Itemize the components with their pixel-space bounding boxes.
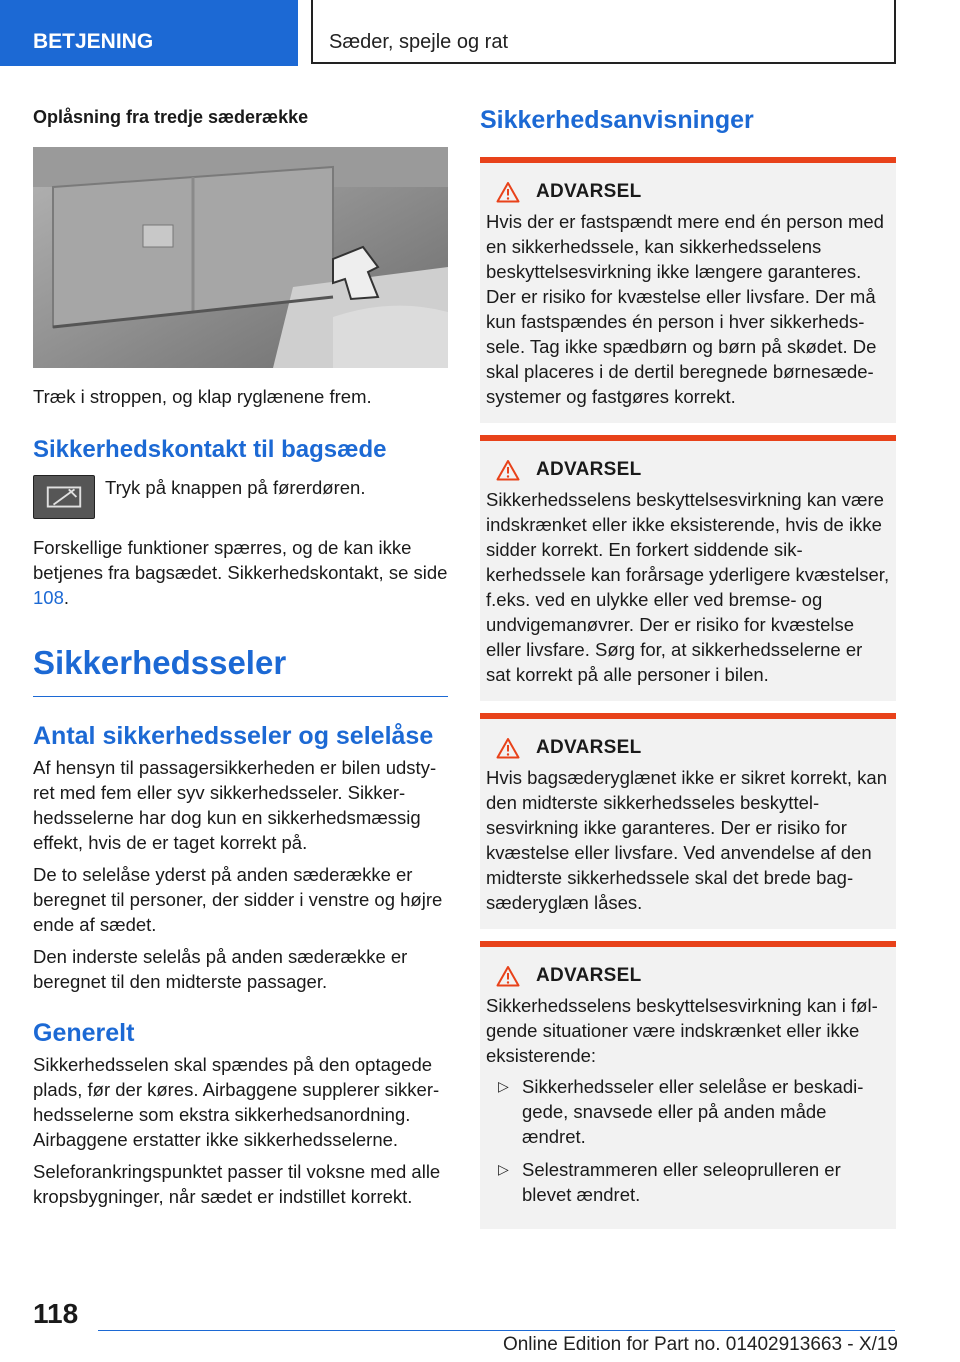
page-footer (0, 1290, 960, 1362)
warning-label: ADVARSEL (536, 737, 642, 758)
warning-triangle-icon (496, 181, 520, 203)
warning-box (480, 941, 896, 1229)
page-header (0, 0, 960, 66)
warning-text: Sikkerhedsselens beskyttelsesvirkning kan være indskrænket eller ikke eksisterende, hvis de ikke sidder korrekt. En forkert siddende sikkerhedssele kan forårsage yderligere kvæstelser, f.eks. ved en ulykke eller ved bremse- og undvigemanøvrer. Der er risiko for kvæstelse eller livsfare. Sørg for, at sikkerhedsselerne er sat korrekt på alle personer i bilen. (486, 489, 890, 685)
edition-note: Online Edition for Part no. 01402913663 - X/19 (502, 1334, 898, 1355)
warning-title (486, 961, 890, 991)
seat-photo (33, 147, 448, 368)
driver-door-button-row (33, 475, 448, 523)
photo-caption: Træk i stroppen, og klap ryglænene frem. (33, 386, 372, 407)
page-number: 118 (33, 1298, 79, 1329)
warning-text: Hvis der er fastspændt mere end én person med en sikkerhedssele, kan sikkerhedsselens beskyttelsesvirkning ikke længere garanteres. Der er risiko for kvæstelse eller livsfare. Der må kun fastspændes én person i hver sikkerhedssele. Tag ikke spædbørn og børn på skødet. De skal placeres i de dertil beregnede børnesædesystemer og fastgøres korrekt. (486, 211, 884, 407)
child-lock-heading: Sikkerhedskontakt til bagsæde (33, 436, 387, 463)
list-item: ▷ Selestrammeren eller seleoprulleren er blevet ændret. (498, 1159, 841, 1205)
seat-belts-heading: Sikkerhedsseler (33, 644, 448, 697)
general-paragraph-1: Sikkerhedsselen skal spændes på den optagede plads, før der køres. Airbaggene supplerer sikkerhedsselerne som ekstra sikkerhedsanordning. Airbaggene erstatter ikke sikkerhedsselerne. (33, 1054, 440, 1150)
warning-triangle-icon (496, 737, 520, 759)
list-item: ▷ Sikkerhedsseler eller selelåse er beskadigede, snavsede eller på anden måde ændret. (498, 1076, 864, 1147)
child-lock-button-icon (33, 475, 95, 519)
triangle-bullet-icon: ▷ (498, 1161, 509, 1177)
warning-triangle-icon (496, 965, 520, 987)
warning-triangle-icon (496, 459, 520, 481)
warning-box (480, 435, 896, 701)
unlock-third-row-heading: Oplåsning fra tredje sæderække (33, 107, 309, 127)
warning-box (480, 157, 896, 423)
triangle-bullet-icon: ▷ (498, 1078, 509, 1094)
left-column (33, 100, 448, 1216)
warning-text: Sikkerhedsselens beskyttelsesvirkning kan i følgende situationer være indskrænket eller ikke eksisterende: (486, 995, 878, 1066)
general-heading: Generelt (33, 1019, 135, 1047)
warning-title (486, 177, 890, 207)
warning-label: ADVARSEL (536, 459, 642, 480)
warning-text: Hvis bagsæderyglænet ikke er sikret korrekt, kan den midterste sikkerhedsseles beskyttelsesvirkning ikke garanteres. Der er risiko for kvæstelse eller livsfare. Ved anvendelse af den midterste sikkerhedssele skal det brede bagsæderyglæn låses. (486, 767, 887, 913)
chapter-title: Sæder, spejle og rat (311, 0, 896, 64)
right-column (480, 100, 896, 1241)
general-paragraph-2: Seleforankringspunktet passer til voksne med alle kropsbygninger, når sædet er indstillet korrekt. (33, 1161, 441, 1207)
warning-label: ADVARSEL (536, 965, 642, 986)
child-lock-description: Forskellige funktioner spærres, og de kan ikke betjenes fra bagsædet. Sikkerhedskontakt, se side 108. (33, 537, 448, 608)
belt-count-heading: Antal sikkerhedsseler og selelåse (33, 722, 434, 750)
warning-box (480, 713, 896, 929)
warning-title (486, 733, 890, 763)
page-link-108[interactable]: 108 (33, 587, 64, 608)
warning-title (486, 455, 890, 485)
footer-divider (98, 1330, 895, 1331)
section-tab: BETJENING (0, 0, 298, 66)
belt-count-paragraph-1: Af hensyn til passagersikkerheden er bilen udstyret med fem eller syv sikkerhedsseler. Sikkerhedsselerne har dog kun en sikkerhedsmæssig effekt, hvis de er taget korrekt på. (33, 757, 437, 853)
belt-count-paragraph-2: De to selelåse yderst på anden sæderække er beregnet til personer, der sidder i venstre og højre ende af sædet. (33, 864, 443, 935)
warning-label: ADVARSEL (536, 181, 642, 202)
belt-count-paragraph-3: Den inderste selelås på anden sæderække er beregnet til den midterste passager. (33, 946, 408, 992)
safety-instructions-heading: Sikkerhedsanvisninger (480, 106, 754, 134)
button-instruction: Tryk på knappen på førerdøren. (105, 477, 366, 498)
warning-bullet-list (486, 1074, 890, 1207)
